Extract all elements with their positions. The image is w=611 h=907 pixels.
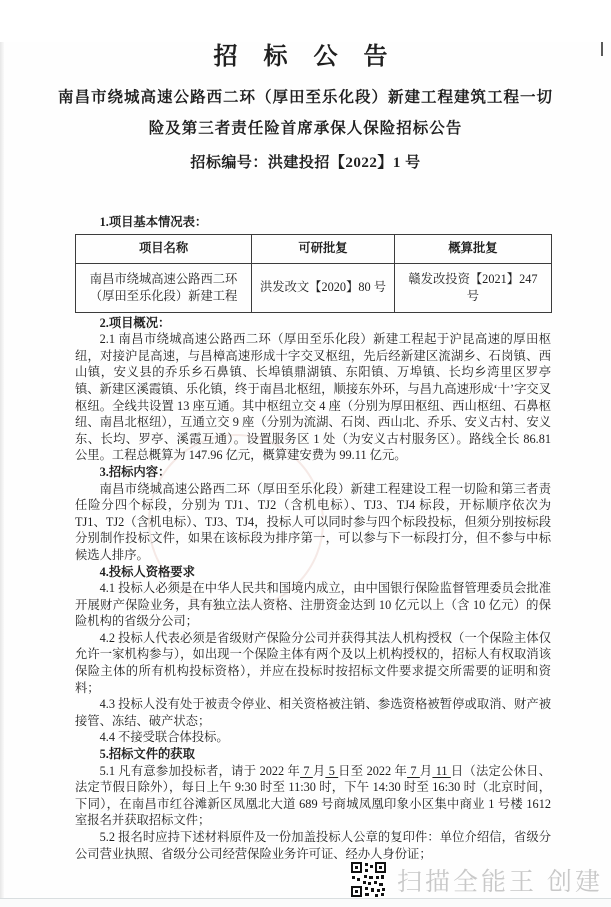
section-4-paragraph-4-1: 4.1 投标人必须是在中华人民共和国境内成立，由中国银行保险监督管理委员会批准开展财产保险业务，具有独立法人资格、注册资金达到 10 亿元以上（含 10 亿元）的保险机构的省级分公司； [75,581,551,629]
p51-segment: 月 [419,763,433,778]
p51-underlined-month: 7 [407,763,420,778]
p51-underlined-day: 11 [432,763,451,778]
scan-edge-shadow [0,42,4,907]
table-header-project-name: 项目名称 [76,234,252,263]
p51-segment: 月 [312,763,326,778]
document-title: 招 标 公 告 [213,44,398,70]
table-cell-feasibility-approval: 洪发改文【2020】80 号 [252,263,395,312]
section-4-paragraph-4-2: 4.2 投标人代表必须是省级财产保险分公司并获得其法人机构授权（一个保险主体仅允许一家机构参与），如出现一个保险主体有两个及以上机构授权的，招标人有权取消该保险主体的所有机构投标资格），并应在投标时按招标文件要求提交所需要的证明和资料； [75,630,551,695]
section-1-heading: 1.项目基本情况表： [99,215,208,229]
section-5-heading: 5.招标文件的获取 [99,747,195,762]
table-row [76,263,552,312]
section-4-paragraph-4-4: 4.4 不接受联合体投标。 [99,730,229,745]
table-header-row [76,234,552,263]
section-2-heading: 2.项目概况： [99,315,171,330]
section-5-paragraph-5-1 [75,763,551,829]
p51-segment: 日至 2022 年 [338,763,408,778]
scan-artifact-mark [601,42,603,56]
document-subtitle-line-1: 南昌市绕城高速公路西二环（厚田至乐化段）新建工程建筑工程一切 [57,89,553,106]
camscanner-watermark [350,861,603,898]
qr-code-icon [350,861,387,898]
table-header-budget-approval: 概算批复 [394,234,551,263]
section-3-heading: 3.招标内容： [99,464,171,479]
section-5-paragraph-5-2: 5.2 报名时应持下述材料原件及一份加盖投标人公章的复印件：单位介绍信，省级分公司营业执照、省级分公司经营保险业务许可证、经办人身份证； [75,830,551,861]
document-body [75,214,551,862]
basic-info-table [75,234,552,313]
document-subtitle-line-2: 险及第三者责任险首席承保人保险招标公告 [148,120,463,137]
p51-underlined-month: 7 [300,763,313,778]
p51-segment: 日（法定公休日、法定节假日除外），每日上午 9:30 时至 11:30 时，下午 14:30 时至 16:30 时（北京时间，下同），在南昌市红谷滩新区凤凰北大道 689 号商城凤凰印象小区集中商业 1 号楼 1612 室报名并获取招标文件； [75,763,551,828]
table-cell-project-name: 南昌市绕城高速公路西二环（厚田至乐化段）新建工程 [76,263,252,312]
section-3-paragraph: 南昌市绕城高速公路西二环（厚田至乐化段）新建工程建设工程一切险和第三者责任险分四个标段，分别为 TJ1、TJ2（含机电标）、TJ3、TJ4 标段，开标顺序依次为 TJ1、TJ2（含机电标）、TJ3、TJ4，投标人可以同时参与四个标段投标，但须分别按标段分别制作投标文件，如果在该标段为排序第一，可以参与下一标段打分，但不参与中标候选人排序。 [75,481,551,562]
section-2-paragraph-2-1: 2.1 南昌市绕城高速公路西二环（厚田至乐化段）新建工程起于沪昆高速的厚田枢纽，对接沪昆高速，与昌樟高速形成十字交叉枢纽，先后经新建区流湖乡、石岗镇、西山镇，安义县的乔乐乡石鼻镇、长埠镇鼎湖镇、东阳镇、万埠镇、长均乡湾里区罗亭镇、新建区溪霞镇、乐化镇，终于南昌北枢纽，顺接东外环，与昌九高速形成‘十’字交叉枢纽。全线共设置 13 座互通。其中枢纽立交 4 座（分别为厚田枢纽、西山枢纽、石鼻枢纽、南昌北枢纽），互通立交 9 座（分别为流湖、石岗、西山北、乔乐、安义古村、安义东、长均、罗亭、溪霞互通）。设置服务区 1 处（为安义古村服务区）。路线全长 86.81 公里。工程总概算为 147.96 亿元，概算建安费为 99.11 亿元。 [75,332,551,463]
section-4-heading: 4.投标人资格要求 [99,564,195,579]
camscanner-watermark-text: 扫描全能王 创建 [397,867,603,896]
tender-number: 招标编号：洪建投招【2022】1 号 [190,155,421,171]
section-4-paragraph-4-3: 4.3 投标人没有处于被责令停业、相关资格被注销、参选资格被暂停或取消、财产被接管、冻结、破产状态； [75,697,551,728]
p51-segment: 5.1 凡有意参加投标者，请于 2022 年 [99,763,301,778]
scanned-document-page [0,42,611,907]
scan-bottom-edge [0,898,611,907]
p51-underlined-day: 5 [325,763,339,778]
table-header-feasibility-approval: 可研批复 [252,234,395,263]
table-cell-budget-approval: 赣发改投资【2021】247 号 [394,263,551,312]
